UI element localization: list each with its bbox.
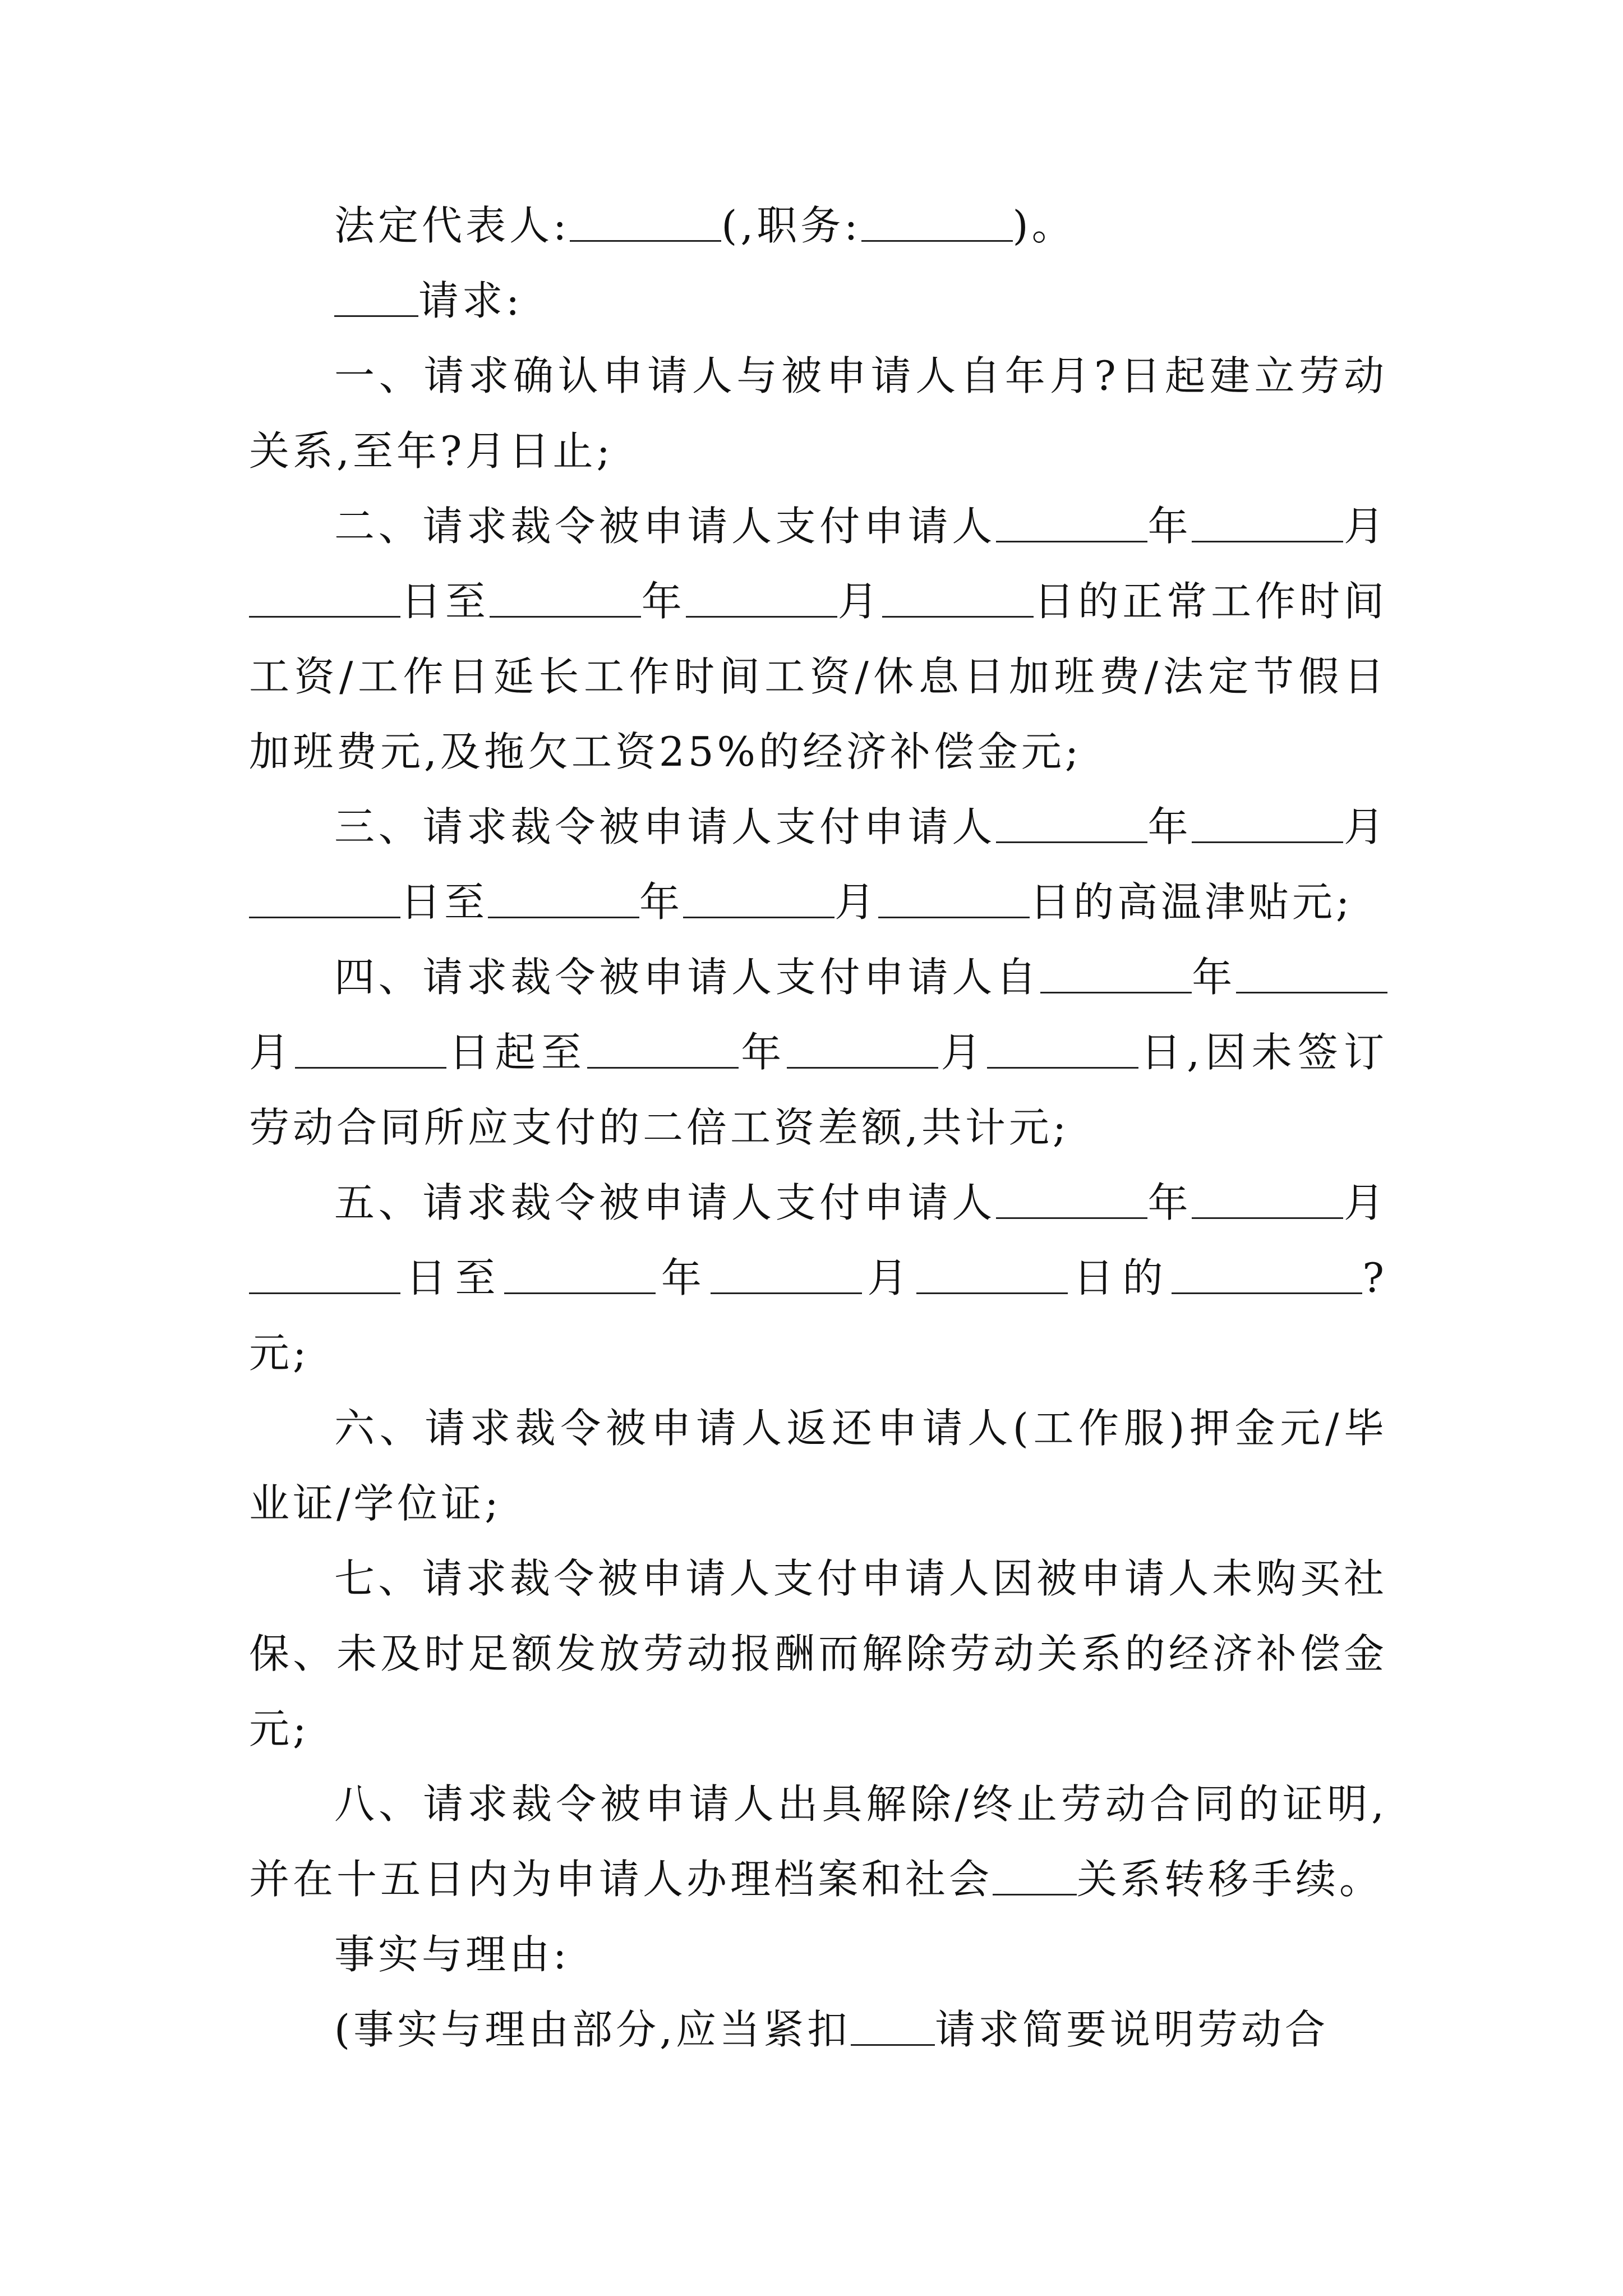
year-label: 年 [1147,503,1192,550]
blank [787,1030,938,1069]
blank [993,1857,1077,1895]
facts-and-reasons-intro [249,1992,1387,2067]
blank [504,1256,656,1294]
month-label: 月 [837,578,882,625]
year-label: 年 [639,878,684,926]
blank [878,880,1030,918]
request-item-4-tail: 日,因未签订劳动合同所应支付的二倍工资差额,共计元; [249,1029,1387,1151]
document-body [249,188,1387,2067]
blank [916,1256,1068,1294]
request-heading-text: 请求: [418,277,523,324]
year-label: 年 [1147,803,1192,850]
blank [1192,504,1343,542]
request-item-5-tail: ?元; [249,1254,1387,1377]
blank [996,1181,1147,1219]
facts-intro-tail: 请求简要说明劳动合 [934,2006,1329,2053]
day-of-label: 日的 [1068,1254,1172,1301]
request-item-4-intro: 四、请求裁令被申请人支付申请人自 [334,954,1040,1001]
request-item-2 [249,489,1387,789]
request-item-1: 一、请求确认申请人与被申请人自年月?日起建立劳动关系,至年?月日止; [249,352,1387,475]
blank [249,1256,400,1294]
legal-representative-label: 法定代表人: [334,202,570,249]
day-to-label: 日至 [400,878,488,926]
blank [1172,1256,1362,1294]
blank [987,1030,1138,1069]
request-item-5-intro: 五、请求裁令被申请人支付申请人 [334,1179,996,1226]
blank [1040,955,1192,993]
blank [490,579,641,618]
day-to-label: 日至 [400,1254,505,1301]
blank [882,579,1034,618]
legal-representative-blank [570,204,721,242]
blank [996,504,1147,542]
month-label: 月 [249,1029,296,1076]
month-label: 月 [1343,803,1387,850]
blank [996,805,1147,843]
blank [686,579,837,618]
year-label: 年 [656,1254,711,1301]
month-label: 月 [834,878,879,926]
request-item-4 [249,940,1387,1165]
blank [1192,805,1343,843]
request-item-6: 六、请求裁令被申请人返还申请人(工作服)押金元/毕业证/学位证; [249,1405,1387,1527]
day-to-label: 日至 [400,578,490,625]
request-item-3 [249,789,1387,940]
request-item-8 [249,1766,1387,1917]
month-label: 月 [1343,503,1387,550]
day-from-to-label: 日起至 [446,1029,588,1076]
blank [1236,955,1387,993]
request-heading [249,263,1387,338]
blank [587,1030,739,1069]
position-label: (,职务: [721,202,861,249]
blank [249,880,400,918]
request-item-2-intro: 二、请求裁令被申请人支付申请人 [334,503,996,550]
blank [249,579,400,618]
year-label: 年 [1191,954,1236,1001]
blank [488,880,639,918]
month-label: 月 [861,1254,917,1301]
facts-and-reasons-heading: 事实与理由: [334,1931,570,1978]
month-label: 月 [938,1029,987,1076]
year-label: 年 [640,578,686,625]
request-item-3-tail: 日的高温津贴元; [1030,878,1353,926]
blank [683,880,834,918]
legal-representative-line [249,188,1387,263]
blank [851,2008,935,2046]
position-close: )。 [1012,202,1076,249]
request-item-7: 七、请求裁令被申请人支付申请人因被申请人未购买社保、未及时足额发放劳动报酬而解除劳动关系的经济补偿金元; [249,1555,1387,1752]
request-item-5 [249,1165,1387,1391]
blank [295,1030,446,1069]
blank [711,1256,862,1294]
request-item-3-intro: 三、请求裁令被申请人支付申请人 [334,803,996,850]
year-label: 年 [1147,1179,1192,1226]
request-item-8-intro: 八、请求裁令被申请人出具解除/终止劳动合同的证明,并在十五日内为申请人办理档案和社会 [249,1780,1387,1903]
blank [1192,1181,1343,1219]
request-item-8-tail: 关系转移手续。 [1077,1856,1384,1903]
facts-intro-text: (事实与理由部分,应当紧扣 [334,2006,851,2053]
year-label: 年 [739,1029,787,1076]
request-item-2-tail: 日的正常工作时间工资/工作日延长工作时间工资/休息日加班费/法定节假日加班费元,及拖欠工资25%的经济补偿金元; [249,578,1387,775]
month-label: 月 [1343,1179,1387,1226]
request-heading-blank [334,279,418,317]
position-blank [861,204,1013,242]
